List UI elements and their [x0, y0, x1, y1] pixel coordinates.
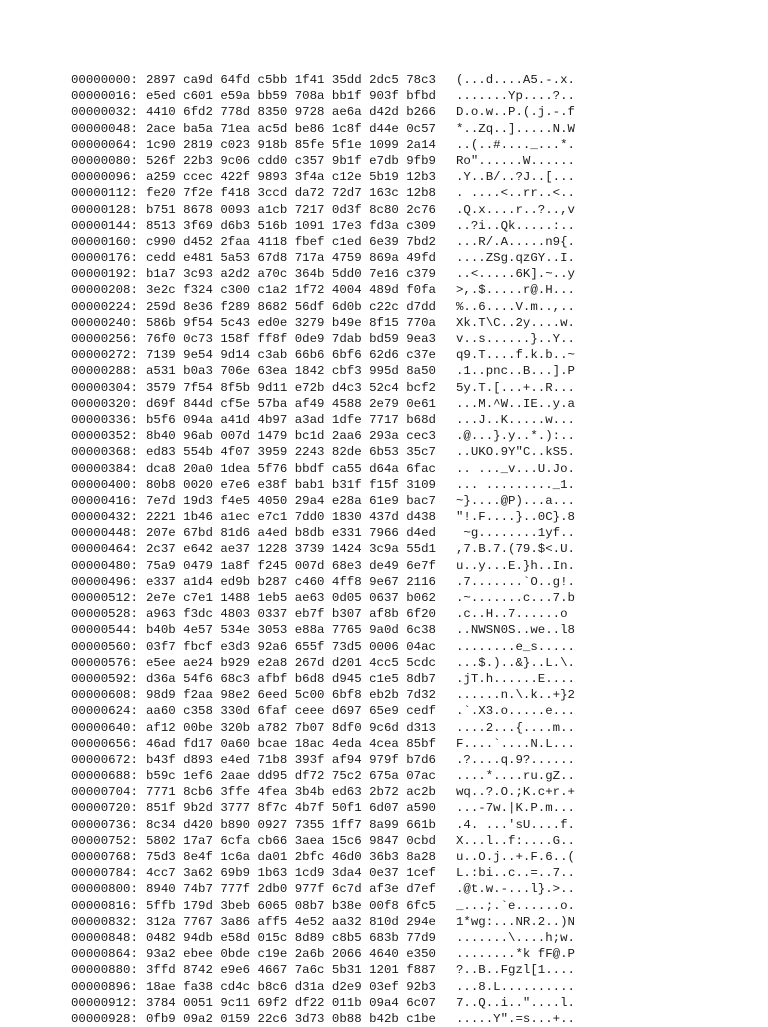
- row-ascii: .Y..B/..?J..[...: [456, 170, 575, 185]
- hex-dump-row: [71, 720, 586, 736]
- hex-dump-row: [71, 541, 586, 557]
- row-hex-bytes: c990 d452 2faa 4118 fbef c1ed 6e39 7bd2: [146, 234, 436, 249]
- row-ascii: ... ........._1.: [456, 477, 575, 492]
- row-hex-bytes: 4410 6fd2 778d 8350 9728 ae6a d42d b266: [146, 105, 436, 120]
- row-offset: 00000464:: [71, 542, 138, 557]
- row-offset: 00000256:: [71, 332, 138, 346]
- row-hex-bytes: cedd e481 5a53 67d8 717a 4759 869a 49fd: [146, 251, 436, 266]
- row-offset: 00000400:: [71, 477, 138, 492]
- hex-dump-row: [71, 266, 586, 282]
- row-ascii: .c..H..7......o: [456, 607, 575, 622]
- hex-dump-row: [71, 169, 586, 185]
- row-ascii: .@t.w.-...l}.>..: [456, 882, 575, 897]
- hex-dump-row: [71, 315, 586, 331]
- row-hex-bytes: 3579 7f54 8f5b 9d11 e72b d4c3 52c4 bcf2: [146, 380, 436, 395]
- hex-dump-row: [71, 493, 586, 509]
- row-ascii: .......Yp....?..: [456, 89, 575, 104]
- row-hex-bytes: 8c34 d420 b890 0927 7355 1ff7 8a99 661b: [146, 817, 436, 832]
- row-ascii: _...;.`e......o.: [456, 898, 575, 913]
- row-hex-bytes: 2e7e c7e1 1488 1eb5 ae63 0d05 0637 b062: [146, 591, 436, 605]
- row-hex-bytes: 2221 1b46 a1ec e7c1 7dd0 1830 437d d438: [146, 510, 436, 525]
- row-hex-bytes: e337 a1d4 ed9b b287 c460 4ff8 9e67 2116: [146, 574, 436, 589]
- row-offset: 00000032:: [71, 105, 138, 120]
- row-hex-bytes: 259d 8e36 f289 8682 56df 6d0b c22c d7dd: [146, 299, 436, 314]
- row-hex-bytes: 3ffd 8742 e9e6 4667 7a6c 5b31 1201 f887: [146, 963, 436, 978]
- row-ascii: ........e_s.....: [456, 639, 575, 654]
- row-ascii: ~g........1yf..: [456, 526, 575, 541]
- hex-dump-row: [71, 817, 586, 833]
- row-offset: 00000720:: [71, 801, 138, 816]
- row-ascii: ..UKO.9Y"C..kS5.: [456, 445, 575, 460]
- hex-dump-row: [71, 865, 586, 881]
- hex-dump-row: [71, 946, 586, 962]
- row-ascii: wq..?.O.;K.c+r.+: [456, 785, 575, 800]
- row-hex-bytes: 3e2c f324 c300 c1a2 1f72 4004 489d f0fa: [146, 283, 436, 298]
- row-ascii: .. ..._v...U.Jo.: [456, 461, 575, 476]
- row-offset: 00000752:: [71, 833, 138, 848]
- hex-dump-row: [71, 72, 586, 88]
- row-ascii: u..y...E.}h..In.: [456, 558, 575, 573]
- row-offset: 00000640:: [71, 720, 138, 735]
- row-offset: 00000080:: [71, 153, 138, 168]
- row-offset: 00000336:: [71, 412, 138, 427]
- row-hex-bytes: 93a2 ebee 0bde c19e 2a6b 2066 4640 e350: [146, 947, 436, 962]
- hex-dump-row: [71, 202, 586, 218]
- row-offset: 00000704:: [71, 785, 138, 800]
- row-offset: 00000512:: [71, 591, 138, 605]
- row-hex-bytes: 75a9 0479 1a8f f245 007d 68e3 de49 6e7f: [146, 558, 436, 573]
- hex-dump-row: [71, 849, 586, 865]
- hex-dump-row: [71, 525, 586, 541]
- row-hex-bytes: 8b40 96ab 007d 1479 bc1d 2aa6 293a cec3: [146, 429, 436, 444]
- row-hex-bytes: a531 b0a3 706e 63ea 1842 cbf3 995d 8a50: [146, 364, 436, 379]
- hex-dump-row: [71, 137, 586, 153]
- hex-dump-row: [71, 655, 586, 671]
- hex-dump-row: [71, 752, 586, 768]
- row-ascii: ..NWSN0S..we..l8: [456, 623, 575, 638]
- hex-dump-row: [71, 784, 586, 800]
- row-hex-bytes: b59c 1ef6 2aae dd95 df72 75c2 675a 07ac: [146, 769, 436, 784]
- hex-dump-row: [71, 606, 586, 622]
- row-ascii: L.:bi..c..=..7..: [456, 866, 575, 881]
- row-offset: 00000096:: [71, 170, 138, 185]
- row-offset: 00000544:: [71, 623, 138, 638]
- row-offset: 00000672:: [71, 752, 138, 767]
- row-offset: 00000832:: [71, 914, 138, 929]
- row-hex-bytes: 98d9 f2aa 98e2 6eed 5c00 6bf8 eb2b 7d32: [146, 688, 436, 703]
- hex-dump-row: [71, 590, 586, 606]
- row-ascii: ...8.L..........: [456, 979, 575, 994]
- row-ascii: ........*k fF@.P: [456, 947, 575, 962]
- row-hex-bytes: 312a 7767 3a86 aff5 4e52 aa32 810d 294e: [146, 914, 436, 929]
- row-hex-bytes: 526f 22b3 9c06 cdd0 c357 9b1f e7db 9fb9: [146, 153, 436, 168]
- row-hex-bytes: a259 ccec 422f 9893 3f4a c12e 5b19 12b3: [146, 170, 436, 185]
- row-hex-bytes: 8513 3f69 d6b3 516b 1091 17e3 fd3a c309: [146, 218, 436, 233]
- hex-dump-row: [71, 380, 586, 396]
- row-ascii: ....*....ru.gZ..: [456, 769, 575, 784]
- hex-dump-row: [71, 622, 586, 638]
- hex-dump-row: [71, 396, 586, 412]
- hex-dump-row: [71, 412, 586, 428]
- row-hex-bytes: e5ee ae24 b929 e2a8 267d d201 4cc5 5cdc: [146, 655, 436, 670]
- row-hex-bytes: 80b8 0020 e7e6 e38f bab1 b31f f15f 3109: [146, 477, 436, 492]
- hex-dump-row: [71, 914, 586, 930]
- row-ascii: (...d....A5.-.x.: [456, 73, 575, 87]
- row-ascii: Ro"......W......: [456, 153, 575, 168]
- row-hex-bytes: 5802 17a7 6cfa cb66 3aea 15c6 9847 0cbd: [146, 833, 436, 848]
- hex-dump-row: [71, 833, 586, 849]
- row-ascii: ....ZSg.qzGY..I.: [456, 251, 575, 266]
- row-offset: 00000768:: [71, 850, 138, 864]
- row-ascii: ...R/.A.....n9{.: [456, 234, 575, 249]
- row-offset: 00000480:: [71, 558, 138, 573]
- row-offset: 00000896:: [71, 979, 138, 994]
- row-hex-bytes: aa60 c358 330d 6faf ceee d697 65e9 cedf: [146, 704, 436, 719]
- row-ascii: 1*wg:...NR.2..)N: [456, 914, 575, 929]
- row-ascii: *..Zq..].....N.W: [456, 121, 575, 136]
- row-ascii: .1..pnc..B...].P: [456, 364, 575, 379]
- row-ascii: ..(..#...._...*.: [456, 137, 575, 152]
- row-hex-bytes: d69f 844d cf5e 57ba af49 4588 2e79 0e61: [146, 396, 436, 411]
- row-offset: 00000144:: [71, 218, 138, 233]
- row-offset: 00000448:: [71, 526, 138, 541]
- row-hex-bytes: b751 8678 0093 a1cb 7217 0d3f 8c80 2c76: [146, 202, 436, 217]
- row-ascii: .4. ...'sU....f.: [456, 817, 575, 832]
- row-hex-bytes: 7771 8cb6 3ffe 4fea 3b4b ed63 2b72 ac2b: [146, 785, 436, 800]
- row-hex-bytes: 2c37 e642 ae37 1228 3739 1424 3c9a 55d1: [146, 542, 436, 557]
- row-offset: 00000656:: [71, 736, 138, 751]
- row-hex-bytes: dca8 20a0 1dea 5f76 bbdf ca55 d64a 6fac: [146, 461, 436, 476]
- hex-dump-row: [71, 461, 586, 477]
- row-hex-bytes: 851f 9b2d 3777 8f7c 4b7f 50f1 6d07 a590: [146, 801, 436, 816]
- row-ascii: .?....q.9?......: [456, 752, 575, 767]
- row-ascii: ...J..K.....w...: [456, 412, 575, 427]
- hex-dump-row: [71, 768, 586, 784]
- row-hex-bytes: 76f0 0c73 158f ff8f 0de9 7dab bd59 9ea3: [146, 332, 436, 346]
- hex-dump-row: [71, 671, 586, 687]
- hex-dump-row: [71, 930, 586, 946]
- row-ascii: ....2...{....m..: [456, 720, 575, 735]
- hex-dump-row: [71, 962, 586, 978]
- hex-dump-row: [71, 88, 586, 104]
- row-ascii: Xk.T\C..2y....w.: [456, 315, 575, 330]
- row-hex-bytes: 03f7 fbcf e3d3 92a6 655f 73d5 0006 04ac: [146, 639, 436, 654]
- row-hex-bytes: 5ffb 179d 3beb 6065 08b7 b38e 00f8 6fc5: [146, 898, 436, 913]
- row-hex-bytes: 1c90 2819 c023 918b 85fe 5f1e 1099 2a14: [146, 137, 436, 152]
- row-ascii: %..6....V.m..,..: [456, 299, 575, 314]
- row-ascii: q9.T....f.k.b..~: [456, 348, 575, 363]
- hex-dump-row: [71, 687, 586, 703]
- row-hex-bytes: 75d3 8e4f 1c6a da01 2bfc 46d0 36b3 8a28: [146, 850, 436, 864]
- row-hex-bytes: 0fb9 09a2 0159 22c6 3d73 0b88 b42b c1be: [146, 1011, 436, 1026]
- row-offset: 00000272:: [71, 348, 138, 363]
- hex-dump: [71, 72, 586, 1027]
- row-hex-bytes: 8940 74b7 777f 2db0 977f 6c7d af3e d7ef: [146, 882, 436, 897]
- row-offset: 00000416:: [71, 493, 138, 508]
- row-offset: 00000192:: [71, 267, 138, 282]
- row-hex-bytes: 207e 67bd 81d6 a4ed b8db e331 7966 d4ed: [146, 526, 436, 541]
- hex-dump-row: [71, 250, 586, 266]
- row-ascii: >,.$.....r@.H...: [456, 283, 575, 298]
- row-hex-bytes: af12 00be 320b a782 7b07 8df0 9c6d d313: [146, 720, 436, 735]
- row-ascii: ..<.....6K].~..y: [456, 267, 575, 282]
- row-offset: 00000288:: [71, 364, 138, 379]
- row-hex-bytes: ed83 554b 4f07 3959 2243 82de 6b53 35c7: [146, 445, 436, 460]
- hex-dump-row: [71, 736, 586, 752]
- hex-dump-row: [71, 995, 586, 1011]
- hex-dump-row: [71, 347, 586, 363]
- hex-dump-row: [71, 444, 586, 460]
- row-ascii: ~}....@P)...a...: [456, 493, 575, 508]
- hex-dump-row: [71, 218, 586, 234]
- row-ascii: .@...}.y..*.):..: [456, 429, 575, 444]
- row-ascii: .Q.x....r..?..,v: [456, 202, 575, 217]
- row-hex-bytes: d36a 54f6 68c3 afbf b6d8 d945 c1e5 8db7: [146, 671, 436, 686]
- row-ascii: .......\....h;w.: [456, 930, 575, 945]
- row-hex-bytes: 3784 0051 9c11 69f2 df22 011b 09a4 6c07: [146, 995, 436, 1010]
- row-ascii: X...l..f:....G..: [456, 833, 575, 848]
- row-offset: 00000016:: [71, 89, 138, 104]
- row-hex-bytes: 0482 94db e58d 015c 8d89 c8b5 683b 77d9: [146, 930, 436, 945]
- row-ascii: ?..B..Fgzl[1....: [456, 963, 575, 978]
- hex-dump-row: [71, 363, 586, 379]
- row-offset: 00000528:: [71, 607, 138, 622]
- row-hex-bytes: b1a7 3c93 a2d2 a70c 364b 5dd0 7e16 c379: [146, 267, 436, 282]
- hex-dump-row: [71, 153, 586, 169]
- row-ascii: ...M.^W..IE..y.a: [456, 396, 575, 411]
- row-offset: 00000592:: [71, 671, 138, 686]
- row-ascii: ..?i..Qk.....:..: [456, 218, 575, 233]
- hex-dump-row: [71, 428, 586, 444]
- row-ascii: v..s......}..Y..: [456, 332, 575, 346]
- row-hex-bytes: b5f6 094a a41d 4b97 a3ad 1dfe 7717 b68d: [146, 412, 436, 427]
- hex-dump-row: [71, 898, 586, 914]
- row-hex-bytes: fe20 7f2e f418 3ccd da72 72d7 163c 12b8: [146, 186, 436, 201]
- row-hex-bytes: 2ace ba5a 71ea ac5d be86 1c8f d44e 0c57: [146, 121, 436, 136]
- row-offset: 00000432:: [71, 510, 138, 525]
- row-offset: 00000496:: [71, 574, 138, 589]
- row-ascii: .7.......`O..g!.: [456, 574, 575, 589]
- hex-dump-row: [71, 509, 586, 525]
- row-ascii: .jT.h......E....: [456, 671, 575, 686]
- hex-dump-row: [71, 331, 586, 347]
- hex-dump-row: [71, 703, 586, 719]
- row-offset: 00000304:: [71, 380, 138, 395]
- row-offset: 00000384:: [71, 461, 138, 476]
- row-hex-bytes: b40b 4e57 534e 3053 e88a 7765 9a0d 6c38: [146, 623, 436, 638]
- row-offset: 00000128:: [71, 202, 138, 217]
- row-offset: 00000624:: [71, 704, 138, 719]
- row-ascii: ...-7w.|K.P.m...: [456, 801, 575, 816]
- row-ascii: 7..Q..i.."....l.: [456, 995, 575, 1010]
- row-hex-bytes: 4cc7 3a62 69b9 1b63 1cd9 3da4 0e37 1cef: [146, 866, 436, 881]
- hex-dump-row: [71, 979, 586, 995]
- hex-dump-row: [71, 800, 586, 816]
- row-offset: 00000064:: [71, 137, 138, 152]
- row-hex-bytes: 7139 9e54 9d14 c3ab 66b6 6bf6 62d6 c37e: [146, 348, 436, 363]
- row-ascii: F....`....N.L...: [456, 736, 575, 751]
- hex-dump-row: [71, 1011, 586, 1027]
- row-hex-bytes: e5ed c601 e59a bb59 708a bb1f 903f bfbd: [146, 89, 436, 104]
- hex-dump-row: [71, 558, 586, 574]
- row-offset: 00000048:: [71, 121, 138, 136]
- row-offset: 00000848:: [71, 930, 138, 945]
- row-ascii: D.o.w..P.(.j.-.f: [456, 105, 575, 120]
- row-ascii: ,7.B.7.(79.$<.U.: [456, 542, 575, 557]
- row-ascii: "!.F....}..0C}.8: [456, 510, 575, 525]
- hex-dump-row: [71, 639, 586, 655]
- row-offset: 00000176:: [71, 251, 138, 266]
- row-offset: 00000000:: [71, 73, 138, 87]
- row-offset: 00000880:: [71, 963, 138, 978]
- row-ascii: .`.X3.o.....e...: [456, 704, 575, 719]
- hex-dump-row: [71, 299, 586, 315]
- hex-dump-row: [71, 477, 586, 493]
- hex-dump-row: [71, 574, 586, 590]
- row-ascii: .....Y".=s...+..: [456, 1011, 575, 1026]
- row-offset: 00000912:: [71, 995, 138, 1010]
- row-hex-bytes: a963 f3dc 4803 0337 eb7f b307 af8b 6f20: [146, 607, 436, 622]
- row-offset: 00000208:: [71, 283, 138, 298]
- row-ascii: ......n.\.k..+}2: [456, 688, 575, 703]
- row-offset: 00000864:: [71, 947, 138, 962]
- row-ascii: .~.......c...7.b: [456, 591, 575, 605]
- row-offset: 00000800:: [71, 882, 138, 897]
- row-offset: 00000784:: [71, 866, 138, 881]
- row-ascii: ...$.)..&}..L.\.: [456, 655, 575, 670]
- row-hex-bytes: 2897 ca9d 64fd c5bb 1f41 35dd 2dc5 78c3: [146, 73, 436, 87]
- row-ascii: u..O.j..+.F.6..(: [456, 850, 575, 864]
- hex-dump-row: [71, 881, 586, 897]
- row-offset: 00000688:: [71, 769, 138, 784]
- hex-dump-row: [71, 282, 586, 298]
- row-offset: 00000736:: [71, 817, 138, 832]
- hex-dump-row: [71, 121, 586, 137]
- row-offset: 00000928:: [71, 1011, 138, 1026]
- hex-dump-row: [71, 104, 586, 120]
- hex-dump-row: [71, 185, 586, 201]
- row-offset: 00000224:: [71, 299, 138, 314]
- row-offset: 00000368:: [71, 445, 138, 460]
- row-hex-bytes: 586b 9f54 5c43 ed0e 3279 b49e 8f15 770a: [146, 315, 436, 330]
- row-ascii: . ....<..rr..<..: [456, 186, 575, 201]
- row-hex-bytes: 46ad fd17 0a60 bcae 18ac 4eda 4cea 85bf: [146, 736, 436, 751]
- row-offset: 00000352:: [71, 429, 138, 444]
- row-offset: 00000608:: [71, 688, 138, 703]
- row-offset: 00000160:: [71, 234, 138, 249]
- row-offset: 00000576:: [71, 655, 138, 670]
- row-offset: 00000240:: [71, 315, 138, 330]
- row-offset: 00000320:: [71, 396, 138, 411]
- row-ascii: 5y.T.[...+..R...: [456, 380, 575, 395]
- row-hex-bytes: b43f d893 e4ed 71b8 393f af94 979f b7d6: [146, 752, 436, 767]
- row-offset: 00000560:: [71, 639, 138, 654]
- row-hex-bytes: 7e7d 19d3 f4e5 4050 29a4 e28a 61e9 bac7: [146, 493, 436, 508]
- row-offset: 00000112:: [71, 186, 138, 201]
- row-offset: 00000816:: [71, 898, 138, 913]
- row-hex-bytes: 18ae fa38 cd4c b8c6 d31a d2e9 03ef 92b3: [146, 979, 436, 994]
- hex-dump-row: [71, 234, 586, 250]
